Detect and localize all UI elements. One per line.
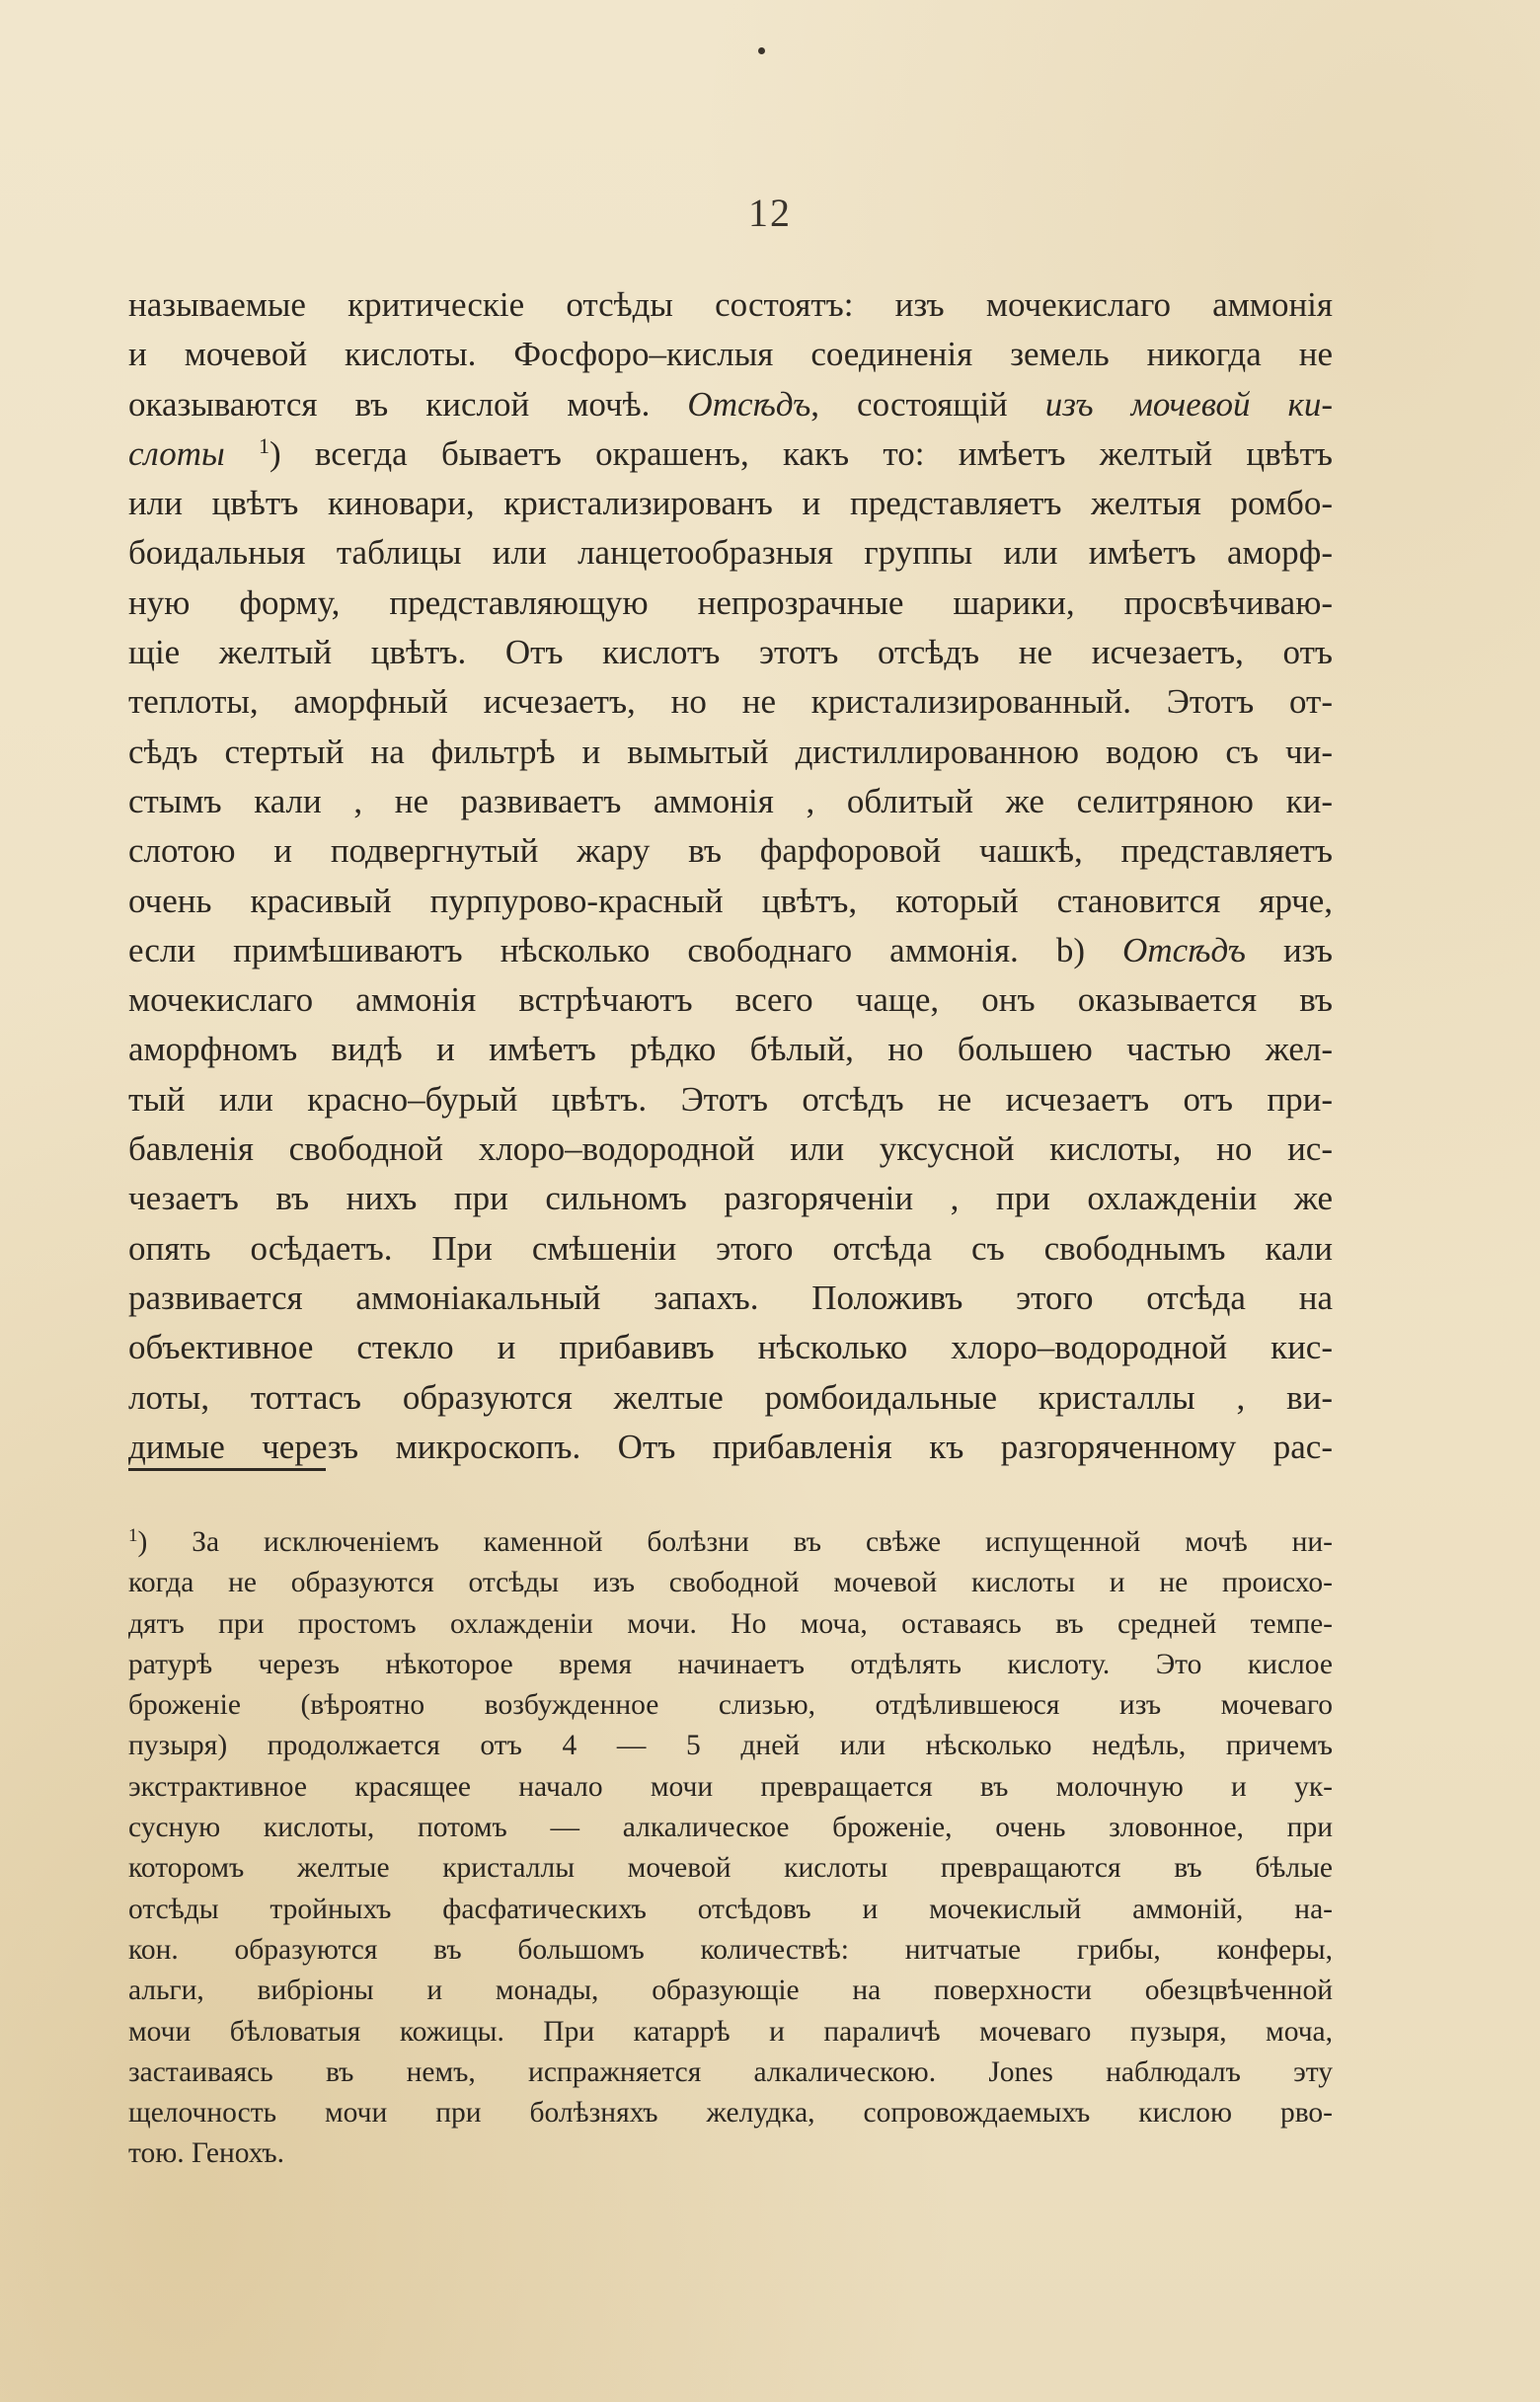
text-line: лоты, тоттасъ образуются желтые ромбоидальные кристаллы , ви- — [128, 1377, 1333, 1417]
footnote-line: альги, вибріоны и монады, образующіе на поверхности обезцвѣченной — [128, 1975, 1333, 2007]
footnote-line: отсѣды тройныхъ фасфатическихъ отсѣдовъ и мочекислый аммоній, на- — [128, 1893, 1333, 1925]
text-line: стымъ кали , не развиваетъ аммонія , облитый же селитряною ки- — [128, 781, 1333, 820]
footnote-line: кон. образуются въ большомъ количествѣ: нитчатые грибы, конферы, — [128, 1933, 1333, 1966]
page-number: 12 — [748, 191, 792, 235]
text-line: димые черезъ микроскопъ. Отъ прибавленія къ разгоряченному рас- — [128, 1427, 1333, 1466]
footnote-line: ратурѣ черезъ нѣкоторое время начинаетъ отдѣлять кислоту. Это кислое — [128, 1648, 1333, 1680]
main-text — [128, 280, 1333, 1472]
footnote-divider — [128, 1468, 326, 1471]
text-line: оказываются въ кислой мочѣ. Отсѣдъ, состоящій изъ мочевой ки- — [128, 384, 1333, 424]
footnote-line: мочи бѣловатыя кожицы. При катаррѣ и параличѣ мочеваго пузыря, моча, — [128, 2015, 1333, 2048]
text-line: тый или красно–бурый цвѣтъ. Этотъ отсѣдъ не исчезаетъ отъ при- — [128, 1079, 1333, 1119]
footnote-line: экстрактивное красящее начало мочи превращается въ молочную и ук- — [128, 1770, 1333, 1803]
text-line: чезаетъ въ нихъ при сильномъ разгоряченіи , при охлажденіи же — [128, 1179, 1333, 1218]
text-line: аморфномъ видѣ и имѣетъ рѣдко бѣлый, но большею частью жел- — [128, 1030, 1333, 1069]
footnote-line: когда не образуются отсѣды изъ свободной мочевой кислоты и не происхо- — [128, 1567, 1333, 1599]
text-line: или цвѣтъ киновари, кристализированъ и представляетъ желтыя ромбо- — [128, 484, 1333, 523]
text-line: боидальныя таблицы или ланцетообразныя группы или имѣетъ аморф- — [128, 533, 1333, 573]
text-line: называемые критическіе отсѣды состоятъ: изъ мочекислаго аммонія — [128, 285, 1333, 324]
text-line: и мочевой кислоты. Фосфоро–кислыя соединенія земель никогда не — [128, 335, 1333, 374]
italic-term: слоты — [128, 433, 225, 473]
footnote-mark: 1 — [128, 1525, 138, 1546]
footnote-line: тою. Генохъ. — [128, 2137, 285, 2170]
footnote-line: $^1$) За исключеніемъ каменной болѣзни въ свѣже испущенной мочѣ ни- — [128, 1525, 1333, 1558]
ink-dot — [758, 47, 765, 54]
footnote-line: которомъ желтые кристаллы мочевой кислоты превращаются въ бѣлые — [128, 1852, 1333, 1885]
italic-term: Отсѣдъ — [1122, 930, 1246, 969]
text-line: очень красивый пурпурово-красный цвѣтъ, который становится ярче, — [128, 881, 1333, 920]
text-line: щіе желтый цвѣтъ. Отъ кислотъ этотъ отсѣдъ не исчезаетъ, отъ — [128, 633, 1333, 672]
footnote-line: застаиваясь въ немъ, испражняется алкалическою. Jones наблюдалъ эту — [128, 2055, 1333, 2088]
footnote-line: сусную кислоты, потомъ — алкалическое броженіе, очень зловонное, при — [128, 1812, 1333, 1844]
text-line: мочекислаго аммонія встрѣчаютъ всего чаще, онъ оказывается въ — [128, 980, 1333, 1020]
footnote-line: дятъ при простомъ охлажденіи мочи. Но моча, оставаясь въ средней темпе- — [128, 1607, 1333, 1640]
text-line: опять осѣдаетъ. При смѣшеніи этого отсѣда съ свободнымъ кали — [128, 1228, 1333, 1268]
text-line: объективное стекло и прибавивъ нѣсколько хлоро–водородной кис- — [128, 1328, 1333, 1367]
text-line: бавленія свободной хлоро–водородной или уксусной кислоты, но ис- — [128, 1129, 1333, 1169]
footnote-line: щелочность мочи при болѣзняхъ желудка, сопровождаемыхъ кислою рво- — [128, 2097, 1333, 2130]
text-line: ную форму, представляющую непрозрачные шарики, просвѣчиваю- — [128, 582, 1333, 622]
text-line: слоты $^1$) всегда бываетъ окрашенъ, какъ то: имѣетъ желтый цвѣтъ — [128, 432, 1333, 473]
text-line: если примѣшиваютъ нѣсколько свободнаго аммонія. b) Отсѣдъ изъ — [128, 930, 1333, 969]
footnote-mark[interactable]: 1 — [258, 432, 270, 458]
text-line: слотою и подвергнутый жару въ фарфоровой чашкѣ, представляетъ — [128, 831, 1333, 871]
text-line: теплоты, аморфный исчезаетъ, но не кристализированный. Этотъ от- — [128, 682, 1333, 722]
italic-term: изъ мочевой ки- — [1044, 384, 1333, 424]
text-line: развивается аммоніакальный запахъ. Положивъ этого отсѣда на — [128, 1278, 1333, 1317]
footnote — [128, 1522, 1333, 2175]
footnote-line: броженіе (вѣроятно возбужденное слизью, отдѣлившеюся изъ мочеваго — [128, 1689, 1333, 1722]
italic-term: Отсѣдъ — [687, 384, 811, 424]
text-line: сѣдъ стертый на фильтрѣ и вымытый дистиллированною водою съ чи- — [128, 732, 1333, 771]
footnote-line: пузыря) продолжается отъ 4 — 5 дней или нѣсколько недѣль, причемъ — [128, 1730, 1333, 1762]
